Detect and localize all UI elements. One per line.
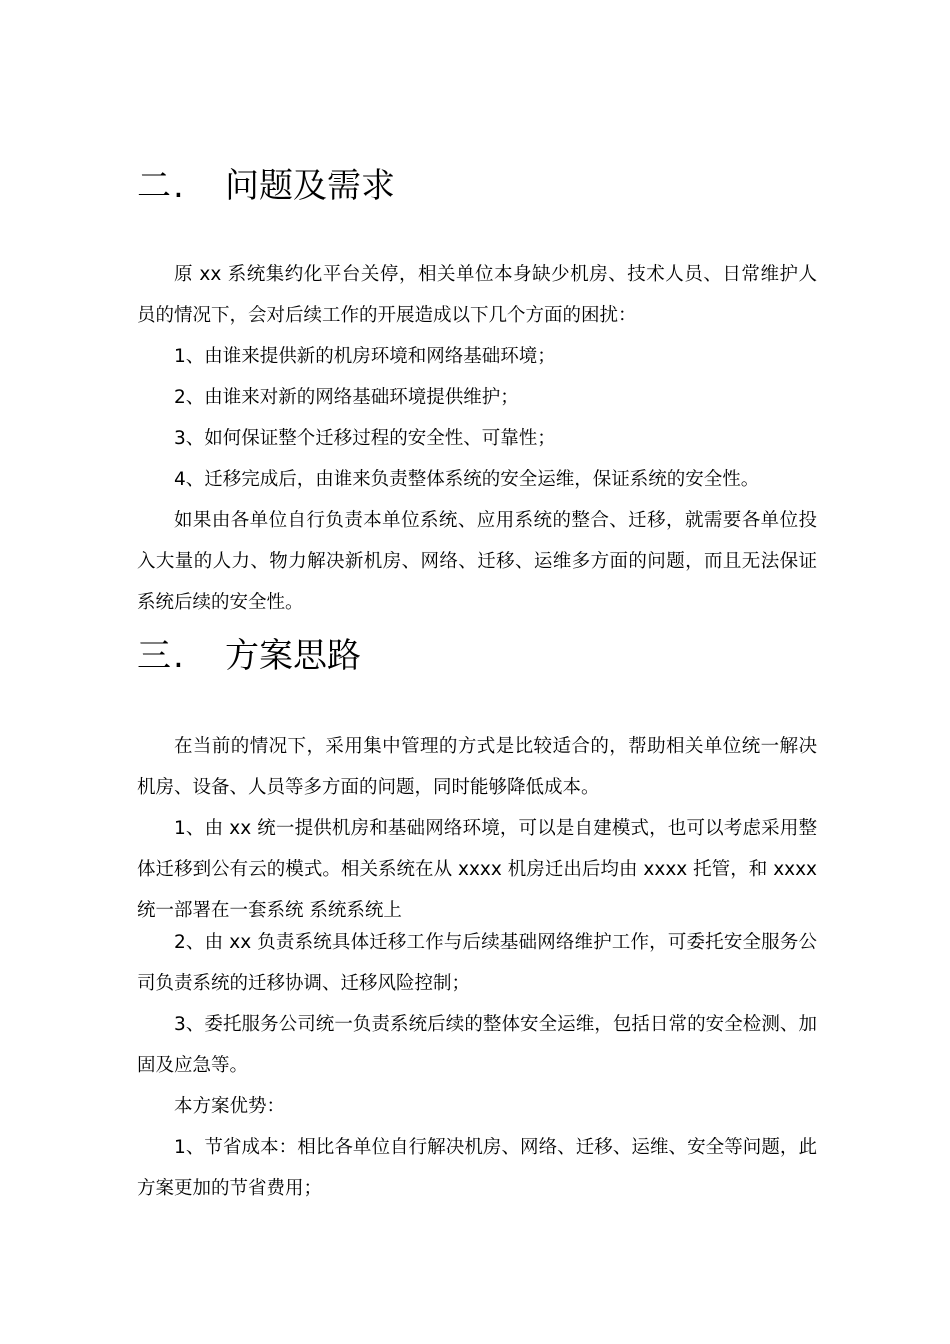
section-3-list-item-3: 3、委托服务公司统一负责系统后续的整体安全运维，包括日常的安全检测、加固及应急等。 — [137, 1014, 817, 1076]
section-2-heading — [137, 166, 395, 206]
section-3-list-item-1: 1、由 xx 统一提供机房和基础网络环境，可以是自建模式，也可以考虑采用整体迁移到公有云的模式。相关系统在从 xxxx 机房迁出后均由 xxxx 托管，和 xxxx 统一部署在一套系统 系统系统上 — [137, 818, 817, 921]
section-3-advantage-item-1: 1、节省成本：相比各单位自行解决机房、网络、迁移、运维、安全等问题，此方案更加的节省费用； — [137, 1137, 817, 1199]
section-2-list-item-3: 3、如何保证整个迁移过程的安全性、可靠性； — [174, 428, 556, 449]
section-2-number: 二. — [137, 166, 186, 206]
section-2-title: 问题及需求 — [225, 166, 395, 206]
section-3-title: 方案思路 — [225, 636, 361, 676]
section-2-list-item-4: 4、迁移完成后，由谁来负责整体系统的安全运维，保证系统的安全性。 — [174, 469, 760, 490]
section-3-list-item-2: 2、由 xx 负责系统具体迁移工作与后续基础网络维护工作，可委托安全服务公司负责系统的迁移协调、迁移风险控制； — [137, 932, 817, 994]
section-2-list-item-2: 2、由谁来对新的网络基础环境提供维护； — [174, 387, 519, 408]
section-2-paragraph-conclusion: 如果由各单位自行负责本单位系统、应用系统的整合、迁移，就需要各单位投入大量的人力、物力解决新机房、网络、迁移、运维多方面的问题，而且无法保证系统后续的安全性。 — [137, 510, 817, 613]
section-3-advantages-label: 本方案优势： — [174, 1096, 286, 1117]
section-3-paragraph: 在当前的情况下，采用集中管理的方式是比较适合的，帮助相关单位统一解决机房、设备、人员等多方面的问题，同时能够降低成本。 — [137, 736, 817, 798]
section-3-number: 三. — [137, 636, 186, 676]
section-2-list-item-1: 1、由谁来提供新的机房环境和网络基础环境； — [174, 346, 556, 367]
section-2-paragraph: 原 xx 系统集约化平台关停，相关单位本身缺少机房、技术人员、日常维护人员的情况下，会对后续工作的开展造成以下几个方面的困扰： — [137, 264, 817, 326]
section-3-heading — [137, 636, 361, 676]
